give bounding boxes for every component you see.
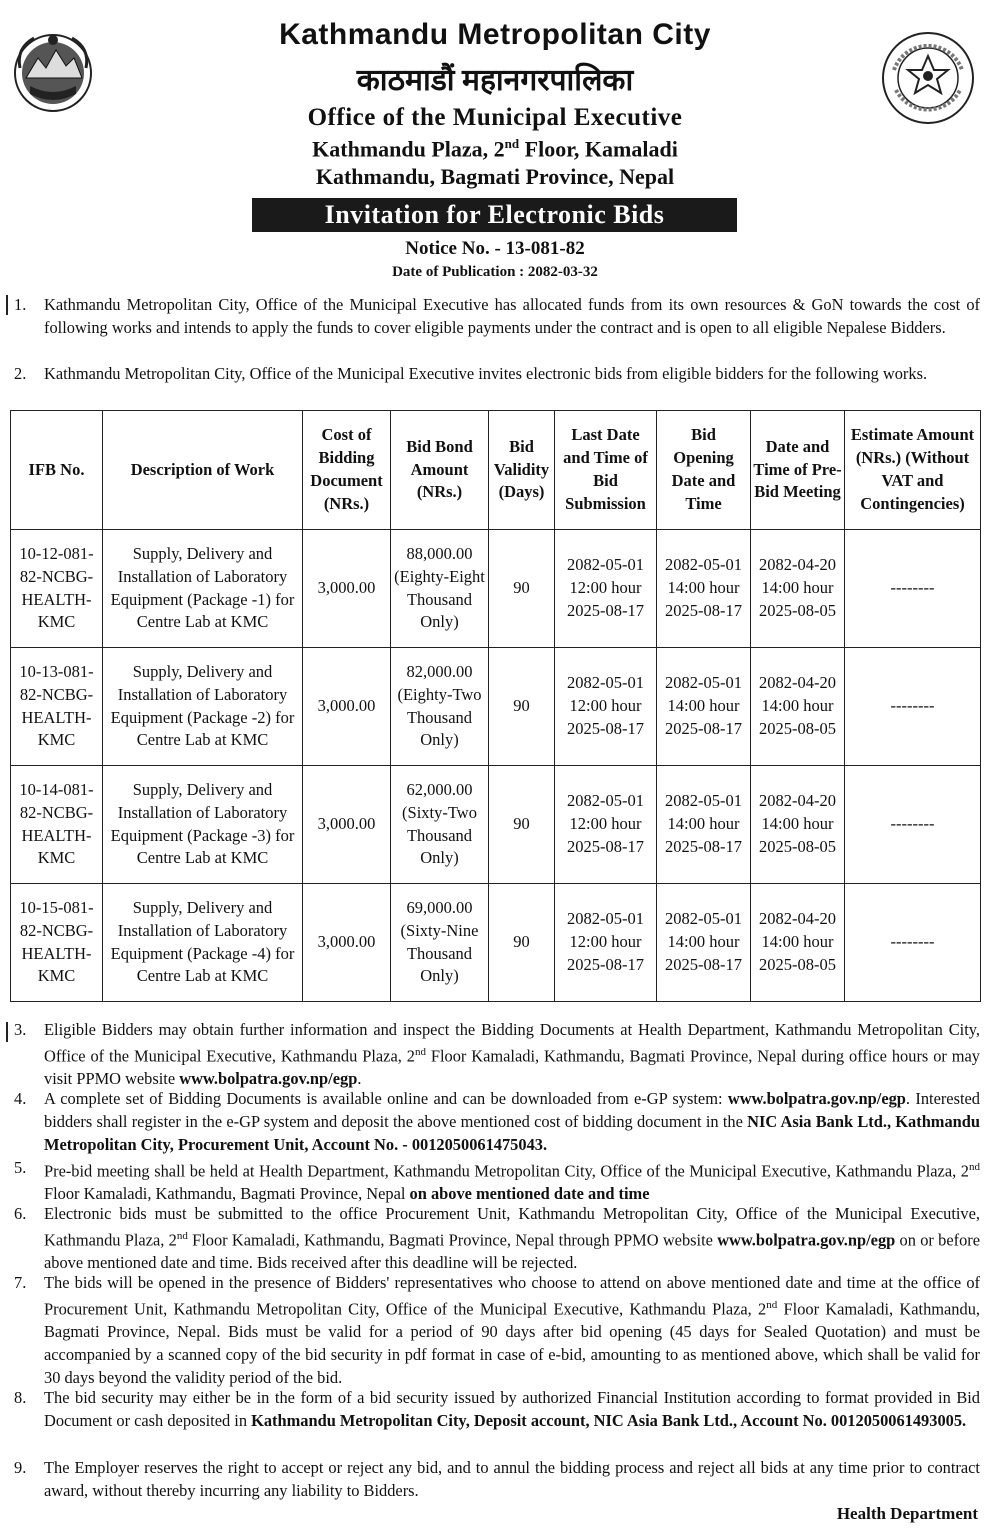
bids-table xyxy=(10,410,981,1002)
text-segment: on or before above mentioned date and time. Bids received after this deadline will be rejected. xyxy=(44,1230,980,1273)
paragraph-number: 4. xyxy=(14,1089,27,1108)
paragraph-6 xyxy=(14,1202,980,1274)
superscript-text: nd xyxy=(176,1230,188,1242)
paragraph-text: Kathmandu Metropolitan City, Office of the Municipal Executive has allocated funds from its own resources & GoN towards the cost of following works and intends to apply the funds to cover eligible payments under the contract and is open to all eligible Nepalese Bidders. xyxy=(44,295,980,337)
scan-margin-mark xyxy=(6,295,8,315)
table-cell: 10-12-081-82-NCBG-HEALTH-KMC xyxy=(11,530,103,648)
text-segment: The bid security may either be in the form of a bid security issued by authorized Financial Institution according to format provided in Bid Document or cash deposited in xyxy=(44,1388,980,1430)
column-header: IFB No. xyxy=(11,411,103,530)
paragraph-text xyxy=(44,1456,980,1502)
table-row xyxy=(11,648,981,766)
table-cell: 10-13-081-82-NCBG-HEALTH-KMC xyxy=(11,648,103,766)
text-segment: Floor Kamaladi, Kathmandu, Bagmati Province, Nepal through PPMO website xyxy=(187,1230,718,1250)
paragraph-9 xyxy=(14,1456,980,1502)
paragraph-7 xyxy=(14,1271,980,1389)
text-segment: The bids will be opened in the presence of Bidders' representatives who choose to attend on above mentioned date and time at the office of Procurement Unit, Kathmandu Metropolitan City, Office of the Municipal Executive, Kathmandu Plaza, 2 xyxy=(44,1273,980,1319)
table-cell: 2082-05-01 14:00 hour 2025-08-17 xyxy=(657,648,751,766)
table-cell: Supply, Delivery and Installation of Laboratory Equipment (Package -1) for Centre Lab at KMC xyxy=(103,530,303,648)
table-cell: 90 xyxy=(489,884,555,1002)
table-cell: 2082-05-01 12:00 hour 2025-08-17 xyxy=(555,530,657,648)
paragraph-number: 3. xyxy=(14,1020,27,1039)
table-row xyxy=(11,530,981,648)
text-segment: Pre-bid meeting shall be held at Health Department, Kathmandu Metropolitan City, Office of the Municipal Executive, Kathmandu Plaza, 2 xyxy=(44,1161,969,1181)
text-segment: . Interested bidders shall register in the e-GP system and deposit the above mentioned cost of bidding document in the xyxy=(44,1089,980,1131)
bold-text: www.bolpatra.gov.np/egp xyxy=(179,1069,358,1089)
table-cell: 2082-05-01 12:00 hour 2025-08-17 xyxy=(555,884,657,1002)
table-cell: 2082-05-01 14:00 hour 2025-08-17 xyxy=(657,884,751,1002)
superscript-text: nd xyxy=(766,1299,778,1311)
bold-text: www.bolpatra.gov.np/egp xyxy=(717,1230,896,1250)
paragraph-2 xyxy=(14,362,980,385)
table-cell: 10-14-081-82-NCBG-HEALTH-KMC xyxy=(11,766,103,884)
table-cell: -------- xyxy=(845,766,981,884)
paragraph-text xyxy=(44,1271,980,1389)
notice-header xyxy=(0,0,990,300)
table-cell: Supply, Delivery and Installation of Laboratory Equipment (Package -2) for Centre Lab at KMC xyxy=(103,648,303,766)
table-cell: 2082-05-01 12:00 hour 2025-08-17 xyxy=(555,766,657,884)
paragraph-text: Kathmandu Metropolitan City, Office of the Municipal Executive invites electronic bids from eligible bidders for the following works. xyxy=(44,364,928,383)
column-header: Bid Opening Date and Time xyxy=(657,411,751,530)
paragraph-text xyxy=(44,1386,980,1432)
bold-text: www.bolpatra.gov.np/egp xyxy=(727,1089,906,1108)
column-header: Bid Bond Amount (NRs.) xyxy=(391,411,489,530)
table-cell: 10-15-081-82-NCBG-HEALTH-KMC xyxy=(11,884,103,1002)
paragraph-number: 9. xyxy=(14,1458,27,1477)
table-cell: 2082-04-20 14:00 hour 2025-08-05 xyxy=(751,766,845,884)
table-cell: Supply, Delivery and Installation of Laboratory Equipment (Package -4) for Centre Lab at KMC xyxy=(103,884,303,1002)
column-header: Last Date and Time of Bid Submission xyxy=(555,411,657,530)
text-segment: The Employer reserves the right to accept or reject any bid, and to annul the bidding process and reject all bids at any time prior to contract award, without thereby incurring any liability to Bidders. xyxy=(44,1458,980,1500)
table-cell: 90 xyxy=(489,766,555,884)
column-header: Description of Work xyxy=(103,411,303,530)
paragraph-number: 8. xyxy=(14,1388,27,1407)
city-name: Kathmandu Metropolitan City xyxy=(279,18,711,51)
superscript-text: nd xyxy=(414,1046,426,1058)
column-header: Estimate Amount (NRs.) (Without VAT and Contingencies) xyxy=(845,411,981,530)
table-cell: 82,000.00 (Eighty-Two Thousand Only) xyxy=(391,648,489,766)
column-header: Date and Time of Pre-Bid Meeting xyxy=(751,411,845,530)
table-cell: -------- xyxy=(845,884,981,1002)
table-cell: 3,000.00 xyxy=(303,884,391,1002)
paragraph-number: 1. xyxy=(14,295,27,314)
table-cell: 2082-05-01 14:00 hour 2025-08-17 xyxy=(657,766,751,884)
paragraph-number: 5. xyxy=(14,1158,27,1177)
text-segment: Electronic bids must be submitted to the office Procurement Unit, Kathmandu Metropolitan City, Office of the Municipal Executive, Kathmandu Plaza, 2 xyxy=(44,1204,980,1250)
bold-text: on above mentioned date and time xyxy=(409,1184,650,1204)
table-cell: 2082-04-20 14:00 hour 2025-08-05 xyxy=(751,884,845,1002)
table-cell: 3,000.00 xyxy=(303,766,391,884)
address-line-2: Kathmandu, Bagmati Province, Nepal xyxy=(315,164,675,189)
paragraph-text xyxy=(44,1018,980,1090)
paragraph-text xyxy=(44,1202,980,1274)
table-cell: 2082-04-20 14:00 hour 2025-08-05 xyxy=(751,530,845,648)
superscript-text: nd xyxy=(969,1161,980,1173)
table-cell: 2082-05-01 12:00 hour 2025-08-17 xyxy=(555,648,657,766)
table-cell: 2082-04-20 14:00 hour 2025-08-05 xyxy=(751,648,845,766)
table-cell: 3,000.00 xyxy=(303,530,391,648)
text-segment: . xyxy=(357,1069,362,1089)
city-name-nepali: काठमाडौं महानगरपालिका xyxy=(356,64,634,97)
paragraph-4 xyxy=(14,1087,980,1156)
text-segment: A complete set of Bidding Documents is available online and can be downloaded from e-GP system: xyxy=(44,1089,728,1108)
table-cell: -------- xyxy=(845,648,981,766)
table-cell: Supply, Delivery and Installation of Laboratory Equipment (Package -3) for Centre Lab at KMC xyxy=(103,766,303,884)
paragraph-number: 6. xyxy=(14,1204,27,1223)
notice-number: Notice No. - 13-081-82 xyxy=(405,238,585,259)
table-cell: -------- xyxy=(845,530,981,648)
address-line-1: Kathmandu Plaza, 2nd Floor, Kamaladi xyxy=(312,136,678,162)
table-cell: 90 xyxy=(489,648,555,766)
paragraph-3 xyxy=(14,1018,980,1090)
column-header: Bid Validity (Days) xyxy=(489,411,555,530)
paragraph-number: 2. xyxy=(14,364,27,383)
text-segment: Floor Kamaladi, Kathmandu, Bagmati Province, Nepal. Bids must be valid for a period of 90 days after bid opening (45 days for Sealed Quotation) and must be accompanied by a scanned copy of the bid security in pdf format in case of e-bid, amounting to as mentioned above, which shall be valid for 30 days beyond the validity period of the bid. xyxy=(44,1299,980,1388)
notice-title: Invitation for Electronic Bids xyxy=(252,198,737,232)
table-cell: 62,000.00 (Sixty-Two Thousand Only) xyxy=(391,766,489,884)
paragraph-8 xyxy=(14,1386,980,1432)
office-name: Office of the Municipal Executive xyxy=(307,104,683,131)
bold-text: NIC Asia Bank Ltd., Kathmandu Metropolitan City, Procurement Unit, Account No. - 0012050061475043. xyxy=(44,1112,981,1154)
table-cell: 88,000.00 (Eighty-Eight Thousand Only) xyxy=(391,530,489,648)
paragraph-text xyxy=(44,1156,980,1205)
paragraph-text xyxy=(44,1087,980,1156)
text-segment: Floor Kamaladi, Kathmandu, Bagmati Province, Nepal xyxy=(44,1184,410,1204)
issuing-department: Health Department xyxy=(836,1504,978,1523)
table-cell: 69,000.00 (Sixty-Nine Thousand Only) xyxy=(391,884,489,1002)
kmc-seal-icon xyxy=(880,30,976,126)
text-segment: Eligible Bidders may obtain further information and inspect the Bidding Documents at Health Department, Kathmandu Metropolitan City, Office of the Municipal Executive, Kathmandu Plaza, 2 xyxy=(44,1020,980,1066)
text-segment: Floor Kamaladi, Kathmandu, Bagmati Province, Nepal during office hours or may visit PPMO website xyxy=(44,1046,980,1089)
table-cell: 3,000.00 xyxy=(303,648,391,766)
scan-margin-mark xyxy=(6,1022,8,1042)
paragraph-5 xyxy=(14,1156,980,1205)
table-row xyxy=(11,884,981,1002)
column-header: Cost of Bidding Document (NRs.) xyxy=(303,411,391,530)
table-cell: 2082-05-01 14:00 hour 2025-08-17 xyxy=(657,530,751,648)
paragraph-1 xyxy=(14,293,980,339)
table-cell: 90 xyxy=(489,530,555,648)
table-header-row xyxy=(11,411,981,530)
bold-text: Kathmandu Metropolitan City, Deposit account, NIC Asia Bank Ltd., Account No. 0012050061493005. xyxy=(251,1411,967,1430)
paragraph-number: 7. xyxy=(14,1273,27,1292)
table-row xyxy=(11,766,981,884)
publication-date: Date of Publication : 2082-03-32 xyxy=(392,264,598,280)
